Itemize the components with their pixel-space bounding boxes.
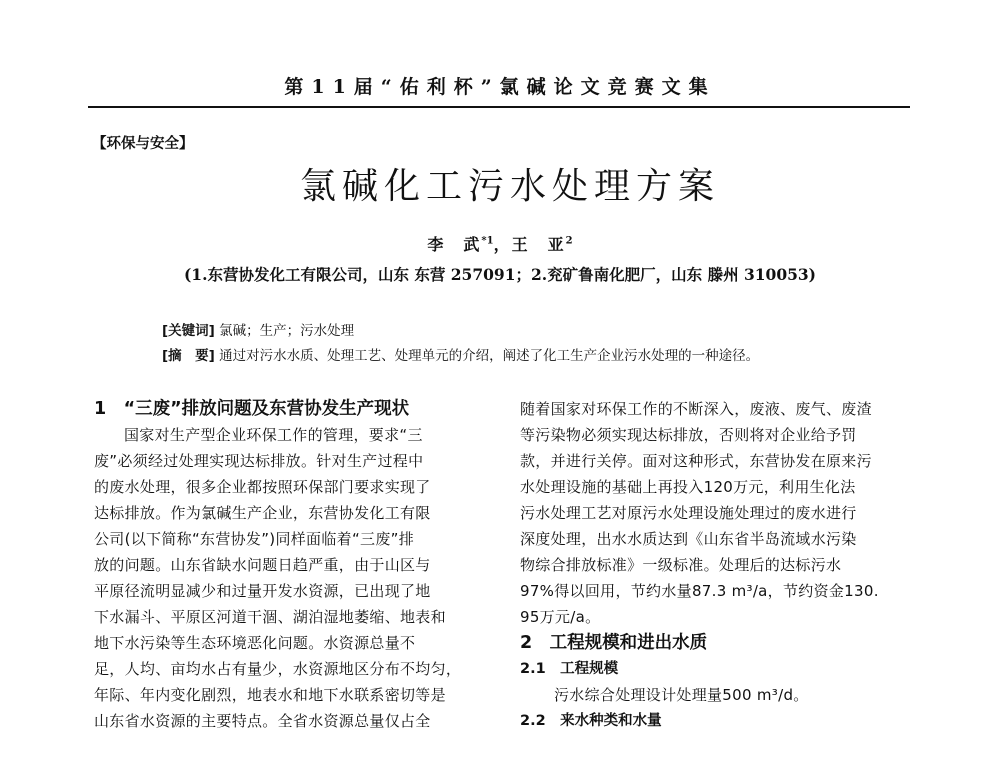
body-line: 款，并进行关停。面对这种形式，东营协发在原来污 — [520, 452, 872, 470]
abstract — [162, 344, 759, 364]
section-1-heading: 1 “三废”排放问题及东营协发生产现状 — [94, 399, 410, 419]
keywords-label: [关键词] — [162, 323, 215, 339]
body-line: 污水处理工艺对原污水处理设施处理过的废水进行 — [520, 504, 857, 522]
body-line: 97%得以回用，节约水量87.3 m³/a，节约资金130. — [520, 582, 879, 600]
body-line: 物综合排放标准》一级标准。处理后的达标污水 — [520, 556, 842, 574]
body-line: 随着国家对环保工作的不断深入，废液、废气、废渣 — [520, 400, 872, 418]
body-line: 的废水处理，很多企业都按照环保部门要求实现了 — [94, 478, 431, 496]
author-1: 李 武 — [427, 235, 482, 254]
paper-title: 氯碱化工污水处理方案 — [300, 166, 721, 207]
author-1-superscript: *1 — [481, 235, 494, 247]
body-line: 深度处理，出水水质达到《山东省半岛流域水污染 — [520, 530, 857, 548]
abstract-label: [摘 要] — [162, 348, 215, 364]
body-line: 平原径流明显减少和过量开发水资源，已出现了地 — [94, 582, 431, 600]
body-line: 污水综合处理设计处理量500 m³/d。 — [554, 686, 809, 704]
body-line: 公司(以下简称“东营协发”)同样面临着“三废”排 — [94, 530, 414, 548]
body-line: 山东省水资源的主要特点。全省水资源总量仅占全 — [94, 712, 431, 730]
body-line: 废”必须经过处理实现达标排放。针对生产过程中 — [94, 452, 424, 470]
section-tag: 【环保与安全】 — [92, 136, 194, 152]
authors — [300, 232, 700, 255]
section-2-heading: 2 工程规模和进出水质 — [520, 633, 708, 653]
subsection-2-2-heading: 2.2 来水种类和水量 — [520, 713, 662, 729]
journal-header: 第11届“佑利杯”氯碱论文竞赛文集 — [284, 76, 716, 98]
body-line: 下水漏斗、平原区河道干涸、湖泊湿地萎缩、地表和 — [94, 608, 446, 626]
body-line: 国家对生产型企业环保工作的管理，要求“三 — [124, 426, 423, 444]
right-column — [520, 396, 920, 734]
body-line: 放的问题。山东省缺水问题日趋严重，由于山区与 — [94, 556, 431, 574]
keywords — [162, 319, 354, 339]
subsection-2-1-heading: 2.1 工程规模 — [520, 661, 619, 677]
body-line: 等污染物必须实现达标排放，否则将对企业给予罚 — [520, 426, 857, 444]
body-line: 水处理设施的基础上再投入120万元，利用生化法 — [520, 478, 856, 496]
body-line: 地下水污染等生态环境恶化问题。水资源总量不 — [94, 634, 416, 652]
affiliation: (1.东营协发化工有限公司，山东 东营 257091；2.兖矿鲁南化肥厂，山东 滕州 310053) — [183, 265, 817, 284]
body-line: 95万元/a。 — [520, 608, 601, 626]
body-line: 足，人均、亩均水占有量少，水资源地区分布不均匀， — [94, 660, 462, 678]
author-2-superscript: 2 — [565, 235, 573, 247]
body-line: 年际、年内变化剧烈，地表水和地下水联系密切等是 — [94, 686, 446, 704]
author-2: ，王 亚 — [493, 235, 566, 254]
header-rule — [88, 106, 910, 108]
left-column — [94, 396, 494, 734]
abstract-text: 通过对污水水质、处理工艺、处理单元的介绍，阐述了化工生产企业污水处理的一种途径。 — [214, 348, 760, 364]
keywords-text: 氯碱；生产；污水处理 — [214, 323, 355, 339]
body-line: 达标排放。作为氯碱生产企业，东营协发化工有限 — [94, 504, 431, 522]
